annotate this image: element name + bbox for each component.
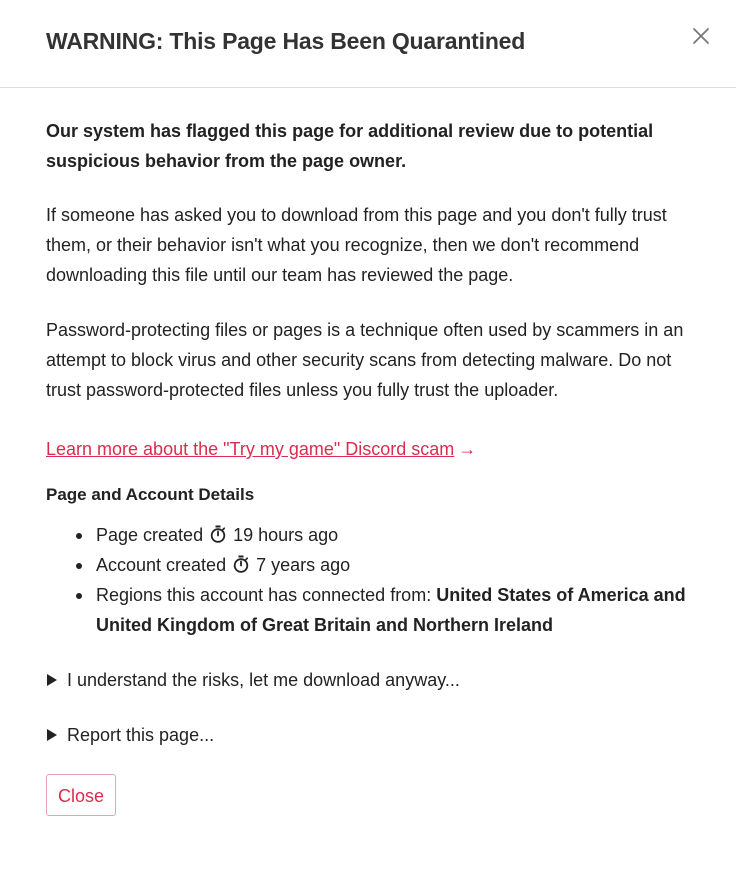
dialog-body bbox=[0, 116, 736, 816]
download-anyway-label: I understand the risks, let me download anyway... bbox=[67, 670, 460, 690]
disclosure-triangle-icon bbox=[47, 674, 57, 686]
download-advice-text: If someone has asked you to download from this page and you don't fully trust them, or their behavior isn't what you recognize, then we don't recommend downloading this file until our team has reviewed the page. bbox=[46, 205, 667, 285]
account-created-label: Account created bbox=[96, 555, 227, 575]
stopwatch-icon bbox=[233, 552, 249, 570]
close-button[interactable]: Close bbox=[46, 774, 116, 816]
report-page-label: Report this page... bbox=[67, 725, 215, 745]
page-created-item bbox=[96, 520, 690, 550]
page-created-label: Page created bbox=[96, 525, 204, 545]
regions-value: United States of America and United Kingdom of Great Britain and Northern Ireland bbox=[96, 585, 686, 635]
arrow-right-icon: → bbox=[458, 439, 477, 459]
account-created-value: 7 years ago bbox=[256, 555, 351, 575]
details-list bbox=[46, 520, 690, 640]
account-created-item bbox=[96, 550, 690, 580]
details-heading: Page and Account Details bbox=[46, 485, 255, 504]
learn-more-link[interactable] bbox=[46, 434, 476, 464]
disclosure-triangle-icon bbox=[47, 729, 57, 741]
learn-more-link-label: Learn more about the "Try my game" Discord scam bbox=[46, 439, 455, 459]
regions-item bbox=[96, 580, 690, 640]
dialog-title: WARNING: This Page Has Been Quarantined bbox=[46, 28, 526, 54]
close-icon[interactable] bbox=[690, 25, 712, 47]
stopwatch-icon bbox=[210, 522, 226, 540]
report-page-expander[interactable] bbox=[46, 720, 690, 750]
lead-warning-text: Our system has flagged this page for additional review due to potential suspicious behavior from the page owner. bbox=[46, 121, 654, 171]
regions-label: Regions this account has connected from: bbox=[96, 585, 432, 605]
dialog-header bbox=[0, 0, 736, 88]
password-advice-text: Password-protecting files or pages is a technique often used by scammers in an attempt to block virus and other security scans from detecting malware. Do not trust password-protected files unless you fully trust the uploader. bbox=[46, 320, 684, 400]
download-anyway-expander[interactable] bbox=[46, 665, 690, 695]
page-created-value: 19 hours ago bbox=[233, 525, 339, 545]
